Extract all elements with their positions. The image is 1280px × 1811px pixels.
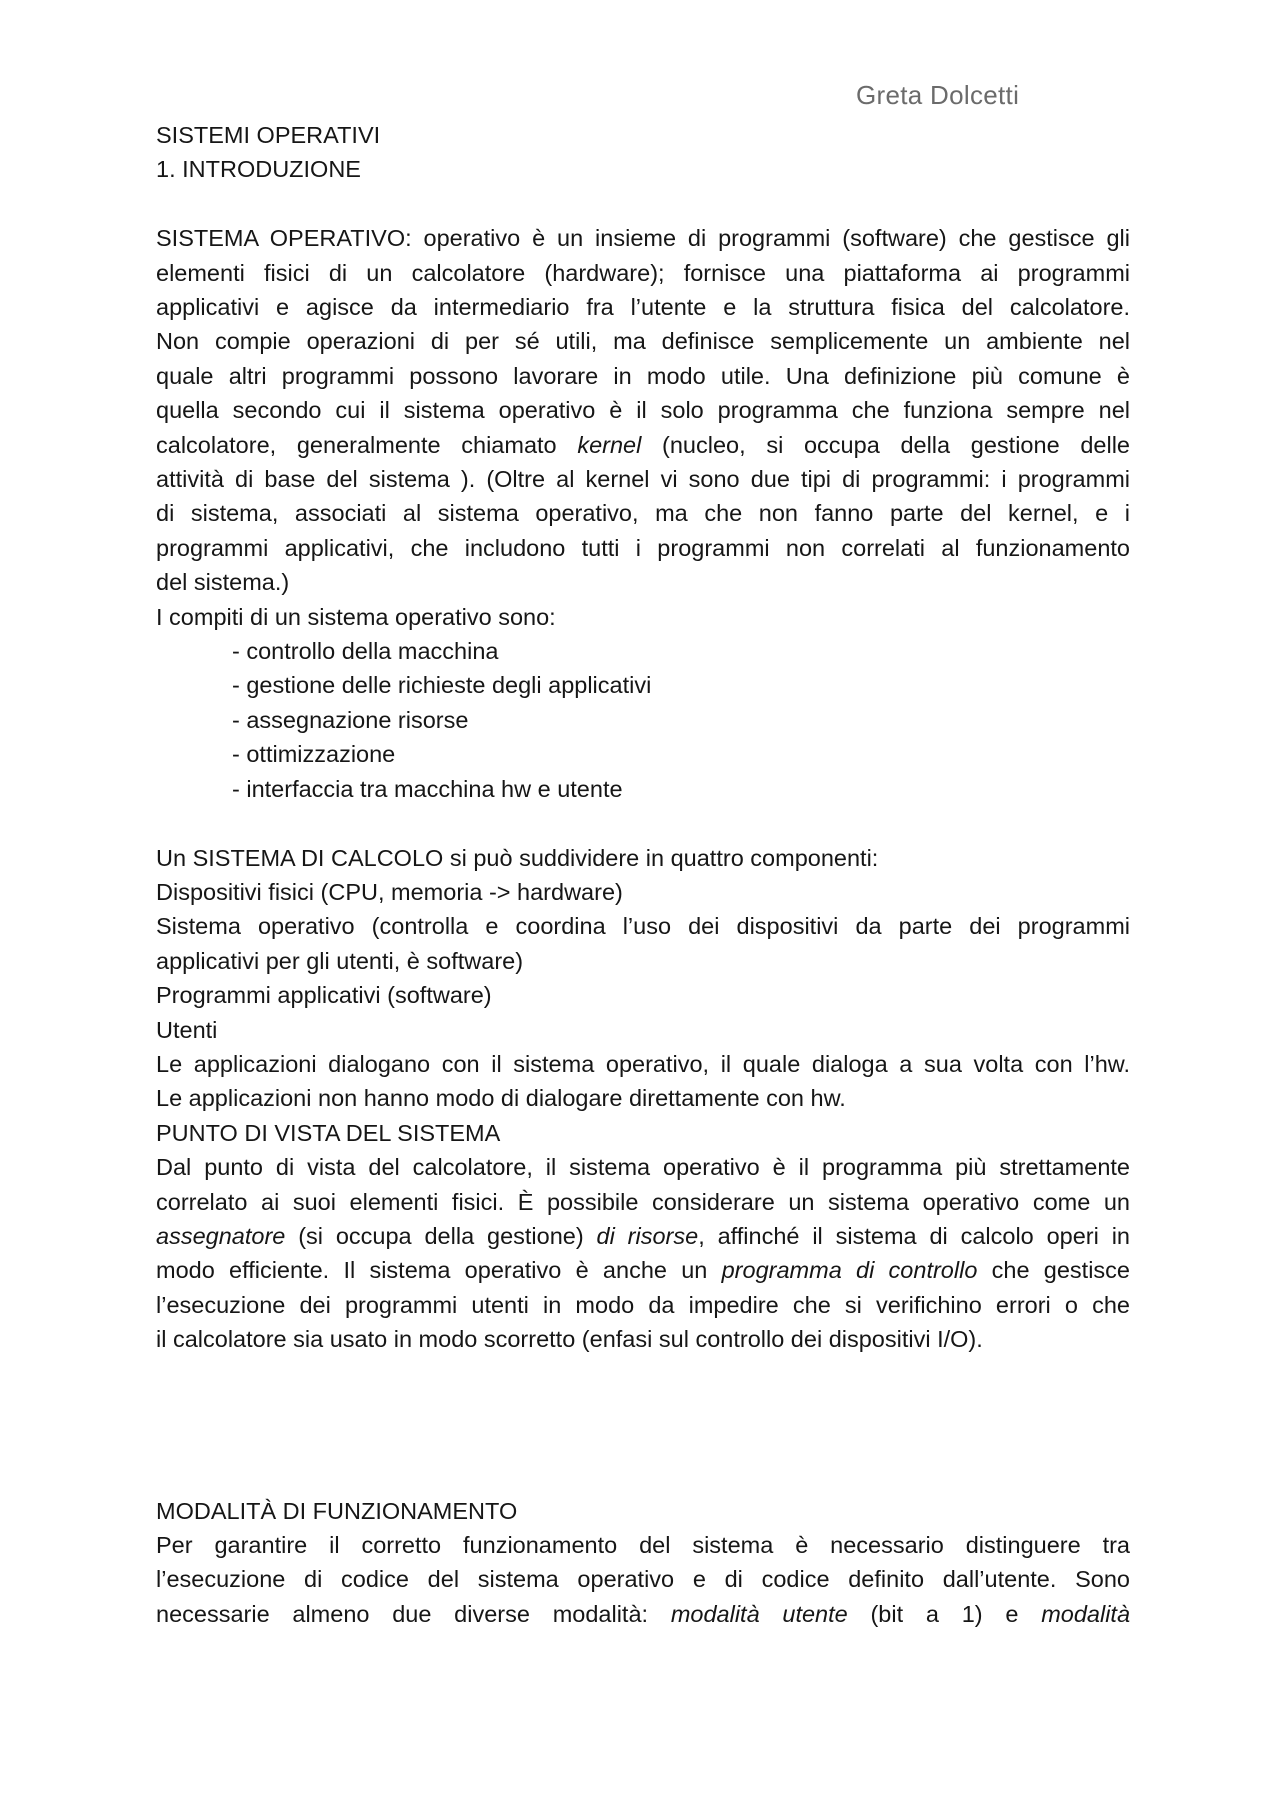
text-line: Un SISTEMA DI CALCOLO si può suddividere in quattro componenti: (156, 844, 879, 871)
components-section (156, 841, 1130, 1116)
text-line: SISTEMA OPERATIVO: operativo è un insieme di programmi (software) che gestisce gli (156, 225, 1130, 252)
course-title: SISTEMI OPERATIVI (156, 122, 381, 148)
text-line-programma (156, 1253, 1130, 1287)
text-run: modo efficiente. Il sistema operativo è anche un (156, 1257, 722, 1284)
text-run: calcolatore, generalmente chiamato (156, 431, 578, 458)
text-run: necessarie almeno due diverse modalità: (156, 1600, 671, 1627)
text-run: (si occupa della gestione) (285, 1222, 597, 1249)
tasks-intro: I compiti di un sistema operativo sono: (156, 603, 556, 630)
emphasis-kernel: kernel (577, 431, 642, 458)
list-item: - ottimizzazione (232, 741, 396, 768)
text-line-assegnatore (156, 1219, 1130, 1253)
section-gap (156, 1357, 1130, 1494)
modes-section (156, 1494, 1130, 1632)
text-run: (bit a 1) e (847, 1600, 1042, 1627)
text-line: Sistema operativo (controlla e coordina l’uso dei dispositivi da parte dei programmi (156, 913, 1130, 940)
text-line: Dal punto di vista del calcolatore, il sistema operativo è il programma più strettamente (156, 1154, 1130, 1181)
text-line: Per garantire il corretto funzionamento del sistema è necessario distinguere tra (156, 1532, 1130, 1558)
text-line: Programmi applicativi (software) (156, 982, 492, 1009)
chapter-title: 1. INTRODUZIONE (156, 156, 361, 183)
text-run: (nucleo, si occupa della gestione delle (641, 431, 1130, 458)
list-item: - assegnazione risorse (232, 706, 469, 733)
section-heading: MODALITÀ DI FUNZIONAMENTO (156, 1497, 518, 1524)
text-line: l’esecuzione dei programmi utenti in modo da impedire che si verifichino errori o che (156, 1291, 1130, 1318)
intro-paragraph (156, 221, 1130, 599)
text-line: Non compie operazioni di per sé utili, ma definisce semplicemente un ambiente nel (156, 328, 1130, 355)
text-line-kernel (156, 428, 1130, 462)
text-line: il calcolatore sia usato in modo scorretto (enfasi sul controllo dei dispositivi I/O). (156, 1326, 983, 1353)
list-item: - gestione delle richieste degli applicativi (232, 672, 652, 699)
text-line-modalita (156, 1597, 1130, 1631)
list-item: - interfaccia tra macchina hw e utente (232, 775, 623, 802)
text-run: , affinché il sistema di calcolo operi in (698, 1222, 1131, 1249)
text-line: quella secondo cui il sistema operativo è il solo programma che funziona sempre nel (156, 397, 1130, 424)
text-line: applicativi per gli utenti, è software) (156, 947, 524, 974)
text-line: elementi fisici di un calcolatore (hardware); fornisce una piattaforma ai programmi (156, 259, 1130, 286)
tasks-list (156, 634, 1130, 806)
blank-line (156, 806, 1130, 840)
emphasis-di-risorse: di risorse (596, 1222, 699, 1249)
author-name: Greta Dolcetti (856, 80, 1020, 110)
text-line: correlato ai suoi elementi fisici. È possibile considerare un sistema operativo come un (156, 1188, 1130, 1215)
text-run: che gestisce (977, 1257, 1130, 1284)
list-item: - controllo della macchina (232, 638, 499, 665)
emphasis-assegnatore: assegnatore (156, 1222, 286, 1249)
text-line: Dispositivi fisici (CPU, memoria -> hardware) (156, 878, 623, 905)
text-line: del sistema.) (156, 569, 290, 596)
text-line: applicativi e agisce da intermediario fra l’utente e la struttura fisica del calcolatore. (156, 294, 1130, 321)
text-line: Le applicazioni non hanno modo di dialogare direttamente con hw. (156, 1085, 846, 1112)
blank-line (156, 187, 1130, 221)
text-line: Utenti (156, 1016, 218, 1043)
text-line: l’esecuzione di codice del sistema operativo e di codice definito dall’utente. Sono (156, 1566, 1130, 1593)
text-line: di sistema, associati al sistema operativo, ma che non fanno parte del kernel, e i (156, 500, 1130, 527)
emphasis-modalita-utente: modalità utente (670, 1600, 848, 1627)
text-line: attività di base del sistema ). (Oltre al kernel vi sono due tipi di programmi: i programmi (156, 466, 1130, 493)
document-body (156, 118, 1130, 1631)
emphasis-programma-di-controllo: programma di controllo (721, 1257, 978, 1284)
emphasis-modalita: modalità (1041, 1600, 1131, 1627)
text-line: quale altri programmi possono lavorare in modo utile. Una definizione più comune è (156, 362, 1130, 389)
system-view-section (156, 1116, 1130, 1357)
section-heading: PUNTO DI VISTA DEL SISTEMA (156, 1119, 501, 1146)
text-line: programmi applicativi, che includono tutti i programmi non correlati al funzionamento (156, 534, 1130, 561)
text-line: Le applicazioni dialogano con il sistema operativo, il quale dialoga a sua volta con l’hw. (156, 1050, 1130, 1077)
